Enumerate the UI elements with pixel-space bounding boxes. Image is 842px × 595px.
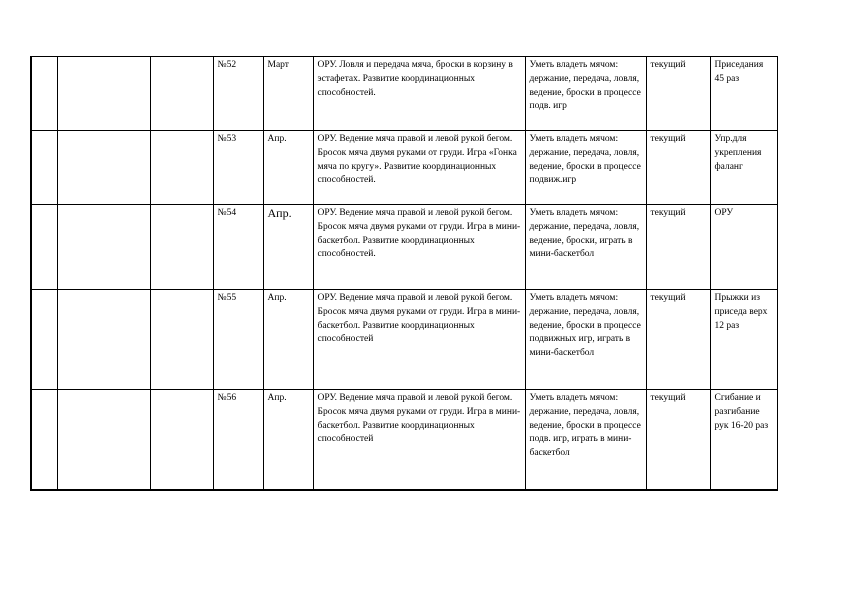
lesson-requirements: Уметь владеть мячом: держание, передача, ловля, ведение, броски в процессе подв. игр	[525, 57, 646, 131]
lesson-date: Апр.	[263, 131, 313, 205]
lesson-date: Апр.	[263, 390, 313, 491]
empty-cell	[150, 290, 213, 390]
control-type: текущий	[646, 390, 710, 491]
lesson-number: №55	[213, 290, 263, 390]
homework: Приседания 45 раз	[710, 57, 777, 131]
lesson-date: Апр.	[263, 205, 313, 290]
control-type: текущий	[646, 57, 710, 131]
lesson-topic: ОРУ. Ведение мяча правой и левой рукой бегом. Бросок мяча двумя руками от груди. Игра «Гонка мяча по кругу». Развитие координационных способностей.	[313, 131, 525, 205]
lesson-requirements: Уметь владеть мячом: держание, передача, ловля, ведение, броски в процессе подв. игр, играть в мини-баскетбол	[525, 390, 646, 491]
empty-cell	[57, 390, 150, 491]
lesson-date: Апр.	[263, 290, 313, 390]
lesson-number: №52	[213, 57, 263, 131]
lesson-number: №56	[213, 390, 263, 491]
empty-cell	[57, 57, 150, 131]
table-row	[31, 290, 777, 390]
homework: Прыжки из приседа верх 12 раз	[710, 290, 777, 390]
lesson-topic: ОРУ. Ведение мяча правой и левой рукой бегом. Бросок мяча двумя руками от груди. Игра в мини-баскетбол. Развитие координационных способностей	[313, 290, 525, 390]
homework: Сгибание и разгибание рук 16-20 раз	[710, 390, 777, 491]
empty-cell	[31, 290, 57, 390]
lesson-requirements: Уметь владеть мячом: держание, передача, ловля, ведение, броски в процессе подвижных игр, играть в мини-баскетбол	[525, 290, 646, 390]
lesson-number: №53	[213, 131, 263, 205]
control-type: текущий	[646, 205, 710, 290]
homework: Упр.для укрепления фаланг	[710, 131, 777, 205]
table-row	[31, 131, 777, 205]
homework: ОРУ	[710, 205, 777, 290]
empty-cell	[57, 205, 150, 290]
control-type: текущий	[646, 131, 710, 205]
empty-cell	[150, 390, 213, 491]
lesson-requirements: Уметь владеть мячом: держание, передача, ловля, ведение, броски в процессе подвиж.игр	[525, 131, 646, 205]
empty-cell	[57, 290, 150, 390]
lesson-number: №54	[213, 205, 263, 290]
empty-cell	[31, 57, 57, 131]
lesson-topic: ОРУ. Ловля и передача мяча, броски в корзину в эстафетах. Развитие координационных способностей.	[313, 57, 525, 131]
empty-cell	[31, 131, 57, 205]
control-type: текущий	[646, 290, 710, 390]
table-row	[31, 57, 777, 131]
lesson-plan-table	[30, 56, 778, 491]
table-row	[31, 390, 777, 491]
lesson-date: Март	[263, 57, 313, 131]
empty-cell	[31, 390, 57, 491]
lesson-requirements: Уметь владеть мячом: держание, передача, ловля, ведение, броски, играть в мини-баскетбол	[525, 205, 646, 290]
empty-cell	[31, 205, 57, 290]
empty-cell	[150, 57, 213, 131]
lesson-topic: ОРУ. Ведение мяча правой и левой рукой бегом. Бросок мяча двумя руками от груди. Игра в мини-баскетбол. Развитие координационных способностей.	[313, 205, 525, 290]
empty-cell	[57, 131, 150, 205]
empty-cell	[150, 205, 213, 290]
lesson-topic: ОРУ. Ведение мяча правой и левой рукой бегом. Бросок мяча двумя руками от груди. Игра в мини-баскетбол. Развитие координационных способностей	[313, 390, 525, 491]
empty-cell	[150, 131, 213, 205]
table-row	[31, 205, 777, 290]
